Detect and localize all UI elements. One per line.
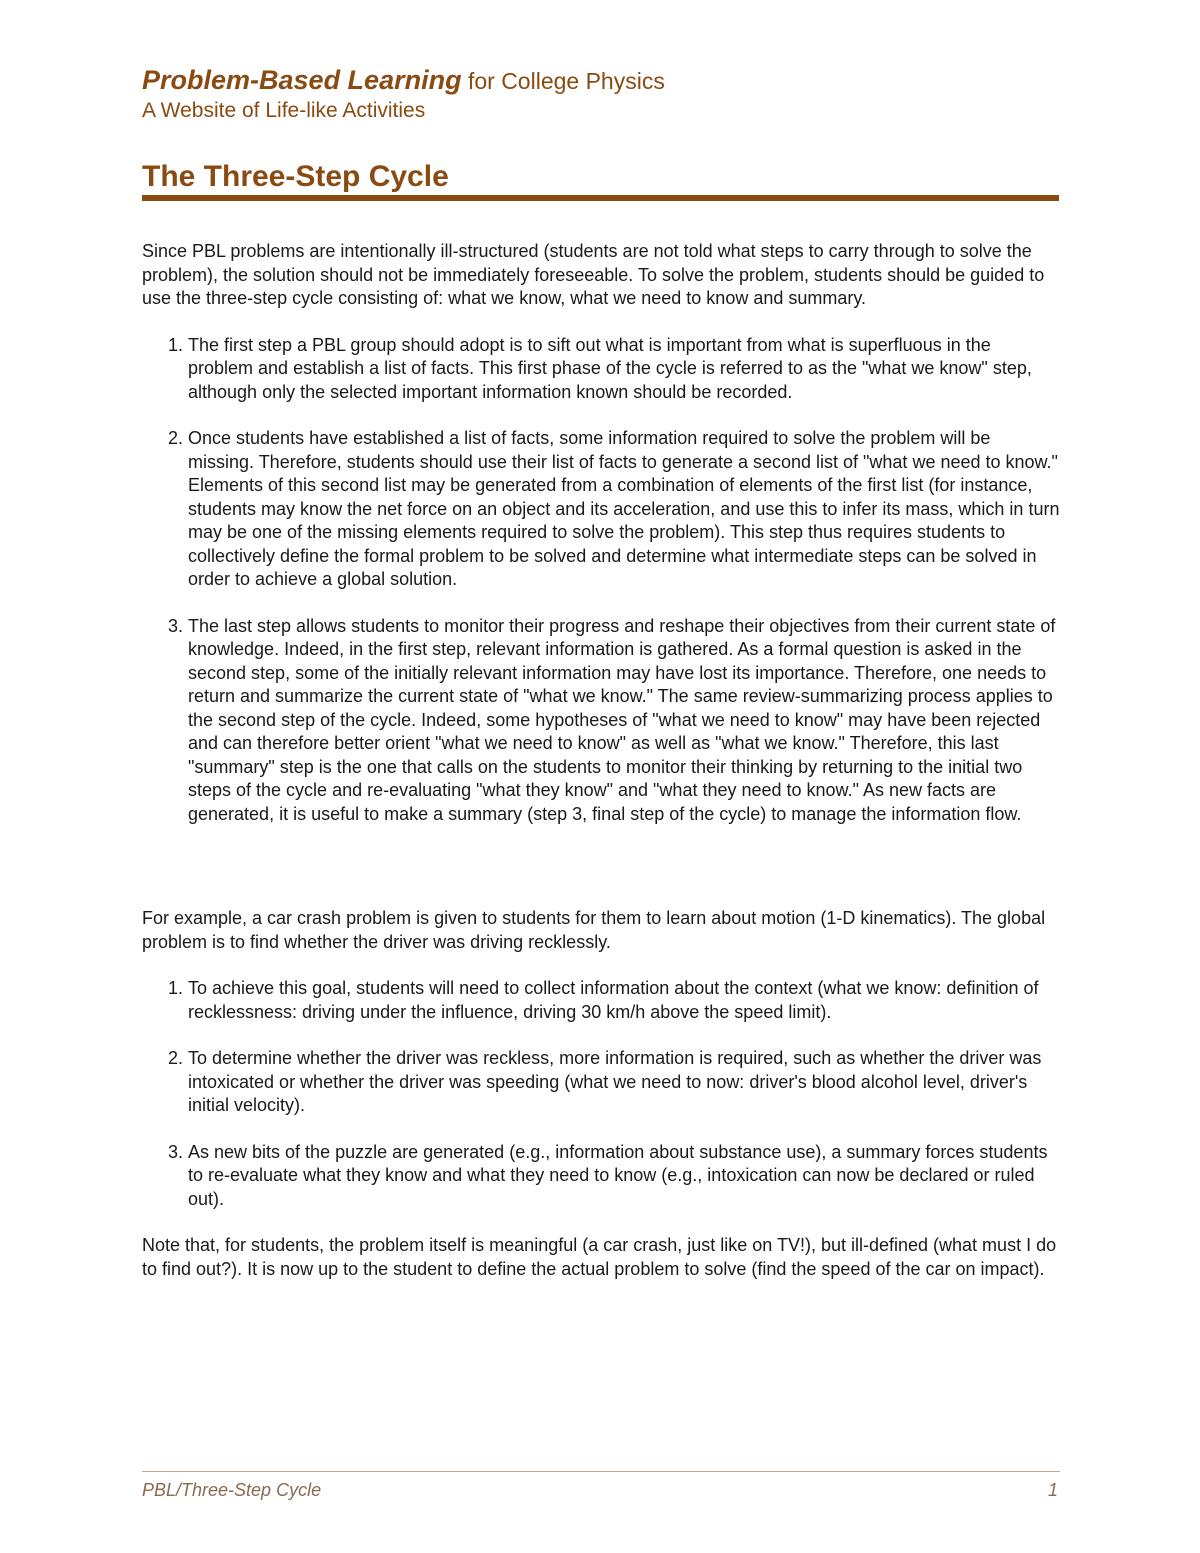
footer-page-number: 1 (1047, 1480, 1058, 1500)
list-item-step-1: 1. The first step a PBL group should adopt is to sift out what is important from what is superfluous in the problem and establish a list of facts. This first phase of the cycle is referred to as the "what we know" step, although only the selected important information known should be recorded. (188, 334, 1060, 405)
list-item-example-3: 3. As new bits of the puzzle are generated (e.g., information about substance use), a summary forces students to re-evaluate what they know and what they need to know (e.g., intoxication can now be declared or ruled out). (188, 1141, 1060, 1212)
list-item-example-2: 2. To determine whether the driver was reckless, more information is required, such as whether the driver was intoxicated or whether the driver was speeding (what we need to now: driver's blood alcohol level, driver's initial velocity). (188, 1047, 1060, 1118)
site-title-rest: for College Physics (461, 68, 665, 94)
main-content (142, 240, 1060, 1304)
section-spacer (142, 849, 1060, 907)
site-subtitle: A Website of Life-like Activities (142, 99, 426, 122)
page-title: The Three-Step Cycle (142, 160, 449, 193)
site-title (142, 64, 1060, 98)
example-intro-paragraph: For example, a car crash problem is given to students for them to learn about motion (1-D kinematics). The global problem is to find whether the driver was driving recklessly. (142, 908, 1046, 952)
example-step-list (142, 977, 1060, 1211)
intro-paragraph: Since PBL problems are intentionally ill-structured (students are not told what steps to carry through to solve the problem), the solution should not be immediately foreseeable. To solve the problem, students should be guided to use the three-step cycle consisting of: what we know, what we need to know and summary. (142, 241, 1045, 308)
footer-document-name: PBL/Three-Step Cycle (142, 1480, 322, 1500)
three-step-list (142, 334, 1060, 827)
list-item-step-2: 2. Once students have established a list of facts, some information required to solve the problem will be missing. Therefore, students should use their list of facts to generate a second list of "what we need to know." Elements of this second list may be generated from a combination of elements of the first list (for instance, students may know the net force on an object and its acceleration, and use this to infer its mass, which in turn may be one of the missing elements required to solve the problem). This step thus requires students to collectively define the formal problem to be solved and determine what intermediate steps can be solved in order to achieve a global solution. (188, 427, 1060, 592)
title-divider (142, 195, 1059, 201)
document-page (142, 0, 1060, 1553)
note-paragraph: Note that, for students, the problem itself is meaningful (a car crash, just like on TV!), but ill-defined (what must I do to find out?). It is now up to the student to define the actual problem to solve (find the speed of the car on impact). (142, 1235, 1057, 1279)
list-item-step-3: 3. The last step allows students to monitor their progress and reshape their objectives from their current state of knowledge. Indeed, in the first step, relevant information is gathered. As a formal question is asked in the second step, some of the initially relevant information may have lost its importance. Therefore, one needs to return and summarize the current state of "what we know." The same review-summarizing process applies to the second step of the cycle. Indeed, some hypotheses of "what we need to know" may have been rejected and can therefore better orient "what we need to know" as well as "what we know." Therefore, this last "summary" step is the one that calls on the students to monitor their thinking by returning to the initial two steps of the cycle and re-evaluating "what they know" and "what they need to know." As new facts are generated, it is useful to make a summary (step 3, final step of the cycle) to manage the information flow. (188, 615, 1060, 827)
site-title-strong: Problem-Based Learning (142, 65, 462, 95)
footer-divider (142, 1471, 1060, 1472)
site-header (142, 64, 1060, 124)
list-item-example-1: 1. To achieve this goal, students will need to collect information about the context (what we know: definition of recklessness: driving under the influence, driving 30 km/h above the speed limit). (188, 977, 1060, 1024)
